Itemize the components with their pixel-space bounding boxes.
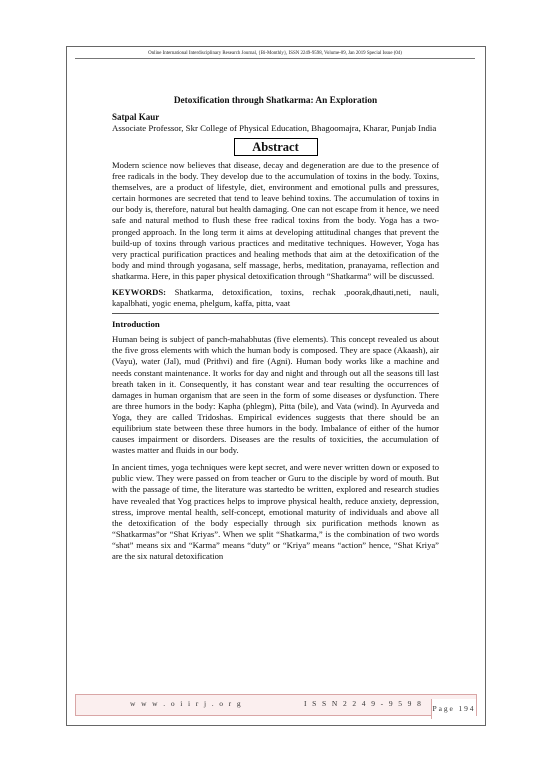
- footer-issn: I S S N 2 2 4 9 - 9 5 9 8: [304, 699, 423, 708]
- abstract-heading: Abstract: [234, 138, 318, 156]
- author-name: Satpal Kaur: [112, 112, 160, 122]
- page-number: Page 194: [431, 699, 476, 719]
- introduction-paragraph-1: Human being is subject of panch-mahabhutas (five elements). This concept revealed us about the five gross elements with which the human body is composed. They are space (Akaash), air (Vayu), water (Jal), mud (Prithvi) and fire (Agni). Human body works like a machine and needs constant maintenance. It works for day and night and through out all the seasons till last breath taken in it. Consequently, it has constant wear and tear resulting the occurrences of damages in human organism that are seen in the form of some diseases or dysfunction. There are three humors in the body: Kapha (phlegm), Pitta (bile), and Vata (wind). In Ayurveda and Yoga, they are called Tridoshas. Empirical evidences suggests that there should be an equilibrium state between these three humors in the body. Imbalance of either of the humor causes impairment or disorders. Diseases are the results of toxicities, the accumulation of wastes matter and fluids in our body.: [112, 334, 439, 456]
- section-divider: [112, 313, 439, 314]
- keywords-text: Shatkarma, detoxification, toxins, rechak ,poorak,dhauti,neti, nauli, kapalbhati, yogic enema, phelgum, kaffa, pitta, vaat: [112, 287, 439, 309]
- keywords-label: KEYWORDS:: [112, 287, 166, 298]
- keywords: [112, 287, 439, 309]
- abstract-text: Modern science now believes that disease, decay and degeneration are due to the presence of free radicals in the body. They develop due to the accumulation of toxins in the body. Toxins, themselves, are a product of lifestyle, diet, environment and emotional pulls and pressures, certain hormones are secreted that tend to leave behind toxins. The accumulation of toxins in our body is, therefore, natural but health damaging. One can not escape from it hence, we need safe and natural method to flush these free radical toxins from the body. Yoga has a two-pronged approach. In the long term it aims at developing attitudinal changes that prevent the build-up of toxins through various practices and meditative techniques. However, Yoga has very practical purification practices and healing methods that aim at the detoxification of the body and mind through yogasana, self massage, herbs, meditation, pranayama, reflection and shatkarma. Here, in this paper physical detoxification through “Shatkarma” will be discussed.: [112, 160, 439, 281]
- introduction-heading: Introduction: [112, 319, 160, 330]
- page-footer: [75, 694, 477, 716]
- introduction-paragraph-2: In ancient times, yoga techniques were kept secret, and were never written down or exposed to public view. They were passed on from teacher or Guru to the disciple by word of mouth. But with the passage of time, the literature was startedto be written, explored and research studies have revealed that Yog practices helps to improve physical health, reduce anxiety, depression, stress, improve mental health, self-concept, emotional maturity of individuals and above all the detoxification of the body especially through six purification methods known as “Shatkarmas”or “Shat Kriyas”. When we split “Shatkarma,” is the combination of two words “shat” means six and “Karma” means “duty” or “Kriya” means “action” hence, “Shat Kriya” are the six natural detoxification: [112, 462, 439, 561]
- article-title: Detoxification through Shatkarma: An Exploration: [173, 96, 378, 106]
- footer-website: w w w . o i i r j . o r g: [130, 699, 243, 708]
- author-affiliation: Associate Professor, Skr College of Physical Education, Bhagoomajra, Kharar, Punjab India: [112, 122, 437, 133]
- journal-header: Online International Interdisciplinary Research Journal, {Bi-Monthly}, ISSN 2249-9598, Volume-09, Jan 2019 Special Issue (04): [75, 51, 475, 59]
- article-content: [112, 96, 439, 562]
